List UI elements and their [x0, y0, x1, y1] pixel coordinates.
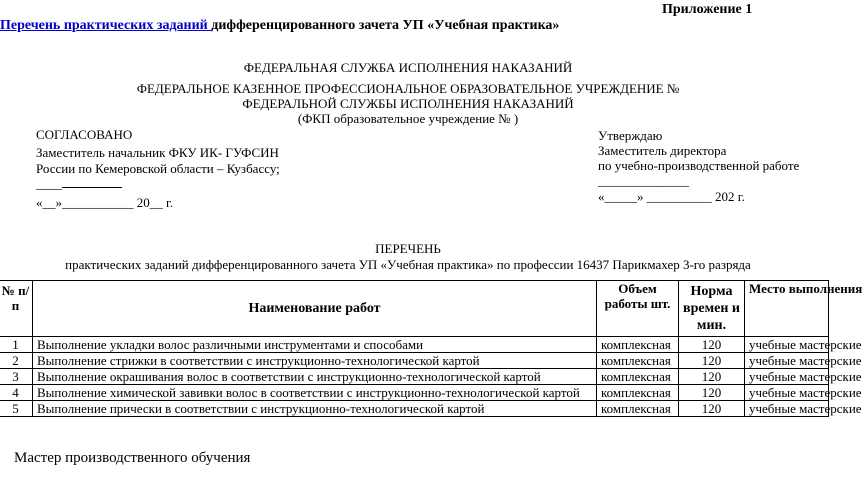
row-num: 1 — [0, 337, 33, 353]
title-rest: дифференцированного зачета УП «Учебная практика» — [211, 18, 560, 33]
header-place: Место выполнения — [745, 281, 829, 337]
footer-signature: Мастер производственного обучения — [14, 450, 251, 466]
row-num: 4 — [0, 385, 33, 401]
row-num: 5 — [0, 401, 33, 417]
table-row — [0, 369, 829, 385]
row-place: учебные мастерские — [745, 369, 829, 385]
header-num: № п/п — [0, 281, 33, 337]
document-title — [0, 18, 559, 34]
approve-signature-line: ______________ — [598, 173, 689, 188]
table-row — [0, 337, 829, 353]
list-subtitle: практических заданий дифференцированного зачета УП «Учебная практика» по профессии 16437 Парикмахер 3-го разряда — [65, 257, 751, 272]
row-volume: комплексная — [597, 369, 679, 385]
row-name: Выполнение стрижки в соответствии с инструкционно-технологической картой — [33, 353, 597, 369]
list-title: ПЕРЕЧЕНЬ — [375, 241, 441, 256]
row-norm: 120 — [679, 369, 745, 385]
title-link[interactable]: Перечень практических заданий — [0, 18, 212, 33]
approve-date: «_____» __________ 202 г. — [598, 189, 745, 204]
row-volume: комплексная — [597, 401, 679, 417]
agreed-label: СОГЛАСОВАНО — [36, 127, 133, 142]
org-header-line3: ФЕДЕРАЛЬНОЙ СЛУЖБЫ ИСПОЛНЕНИЯ НАКАЗАНИЙ — [242, 96, 574, 111]
row-num: 3 — [0, 369, 33, 385]
row-name: Выполнение окрашивания волос в соответствии с инструкционно-технологической картой — [33, 369, 597, 385]
row-volume: комплексная — [597, 337, 679, 353]
tasks-table — [0, 280, 862, 417]
row-place: учебные мастерские — [745, 353, 829, 369]
row-place: учебные мастерские — [745, 385, 829, 401]
table-header-row — [0, 281, 829, 337]
row-norm: 120 — [679, 385, 745, 401]
row-volume: комплексная — [597, 353, 679, 369]
row-norm: 120 — [679, 337, 745, 353]
agreed-signature-line: ____ — [36, 176, 122, 192]
row-place: учебные мастерские — [745, 401, 829, 417]
header-volume: Объем работы шт. — [597, 281, 679, 337]
row-name: Выполнение прически в соответствии с инструкционно-технологической картой — [33, 401, 597, 417]
agreed-position: Заместитель начальник ФКУ ИК- ГУФСИН — [36, 145, 279, 160]
org-header-line2: ФЕДЕРАЛЬНОЕ КАЗЕННОЕ ПРОФЕССИОНАЛЬНОЕ ОБРАЗОВАТЕЛЬНОЕ УЧРЕЖДЕНИЕ № — [136, 81, 680, 96]
row-volume: комплексная — [597, 385, 679, 401]
row-name: Выполнение химической завивки волос в соответствии с инструкционно-технологической картой — [33, 385, 597, 401]
row-num: 2 — [0, 353, 33, 369]
approve-label: Утверждаю — [598, 128, 663, 143]
agreed-date: «__»___________ 20__ г. — [36, 195, 174, 210]
row-norm: 120 — [679, 353, 745, 369]
row-name: Выполнение укладки волос различными инструментами и способами — [33, 337, 597, 353]
org-header-line4: (ФКП образовательное учреждение № ) — [297, 111, 519, 126]
table-row — [0, 401, 829, 417]
appendix-label: Приложение 1 — [662, 2, 753, 17]
approve-position: Заместитель директора — [598, 143, 727, 158]
approve-position-detail: по учебно-производственной работе — [598, 158, 800, 173]
row-norm: 120 — [679, 401, 745, 417]
table-row — [0, 385, 829, 401]
row-place: учебные мастерские — [745, 337, 829, 353]
agreed-organization: России по Кемеровской области – Кузбассу; — [36, 161, 280, 176]
header-norm: Норма времен и мин. — [679, 281, 745, 337]
table-row — [0, 353, 829, 369]
org-header-line1: ФЕДЕРАЛЬНАЯ СЛУЖБА ИСПОЛНЕНИЯ НАКАЗАНИЙ — [243, 60, 573, 75]
header-name: Наименование работ — [33, 281, 597, 337]
